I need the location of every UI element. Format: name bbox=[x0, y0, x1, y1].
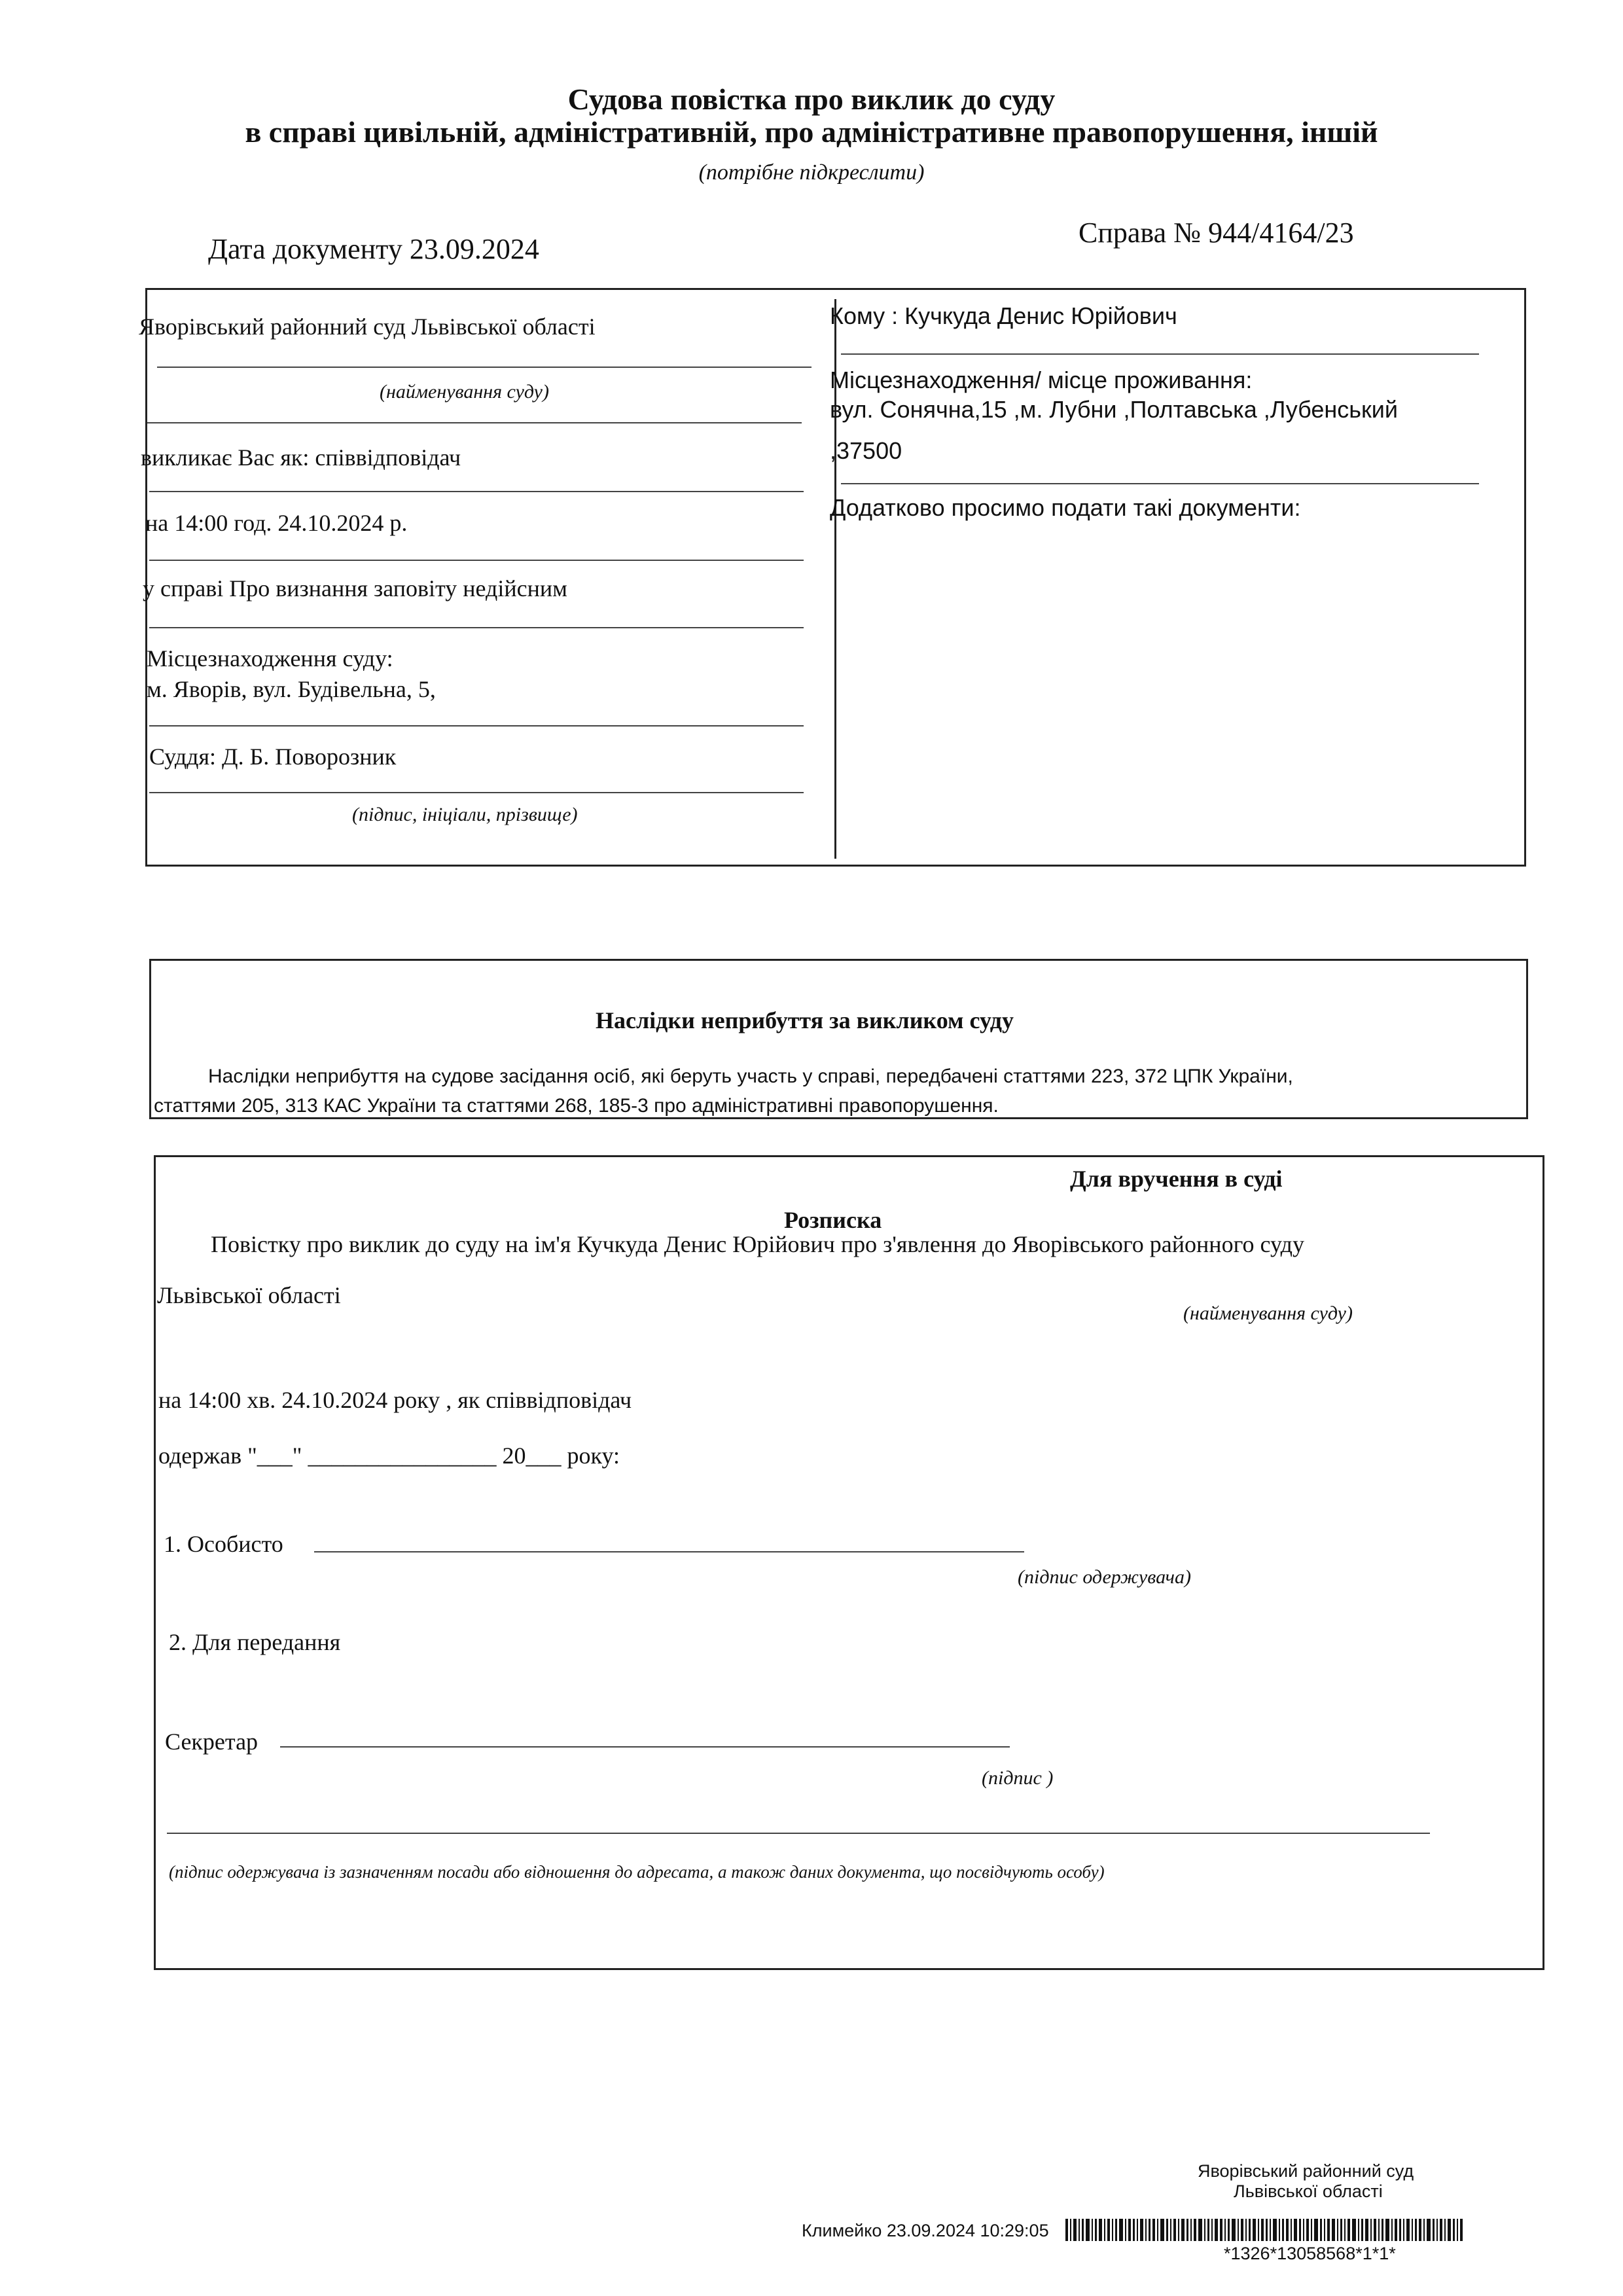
recipient-underline bbox=[841, 353, 1479, 355]
personally-signature-line bbox=[314, 1551, 1024, 1552]
case-subject-underline bbox=[149, 627, 804, 628]
consequences-title: Наслідки неприбуття за викликом суду bbox=[596, 1007, 1014, 1033]
bottom-signature-line bbox=[167, 1833, 1430, 1834]
judge: Суддя: Д. Б. Поворозник bbox=[149, 744, 397, 770]
judge-caption: (підпис, ініціали, прізвище) bbox=[352, 804, 578, 825]
called-as-underline bbox=[149, 491, 804, 492]
residence-underline bbox=[841, 483, 1479, 484]
judge-underline bbox=[149, 792, 804, 793]
secretary: Секретар bbox=[165, 1729, 259, 1755]
document-subtitle: в справі цивільній, адміністративній, про адміністративне правопорушення, іншій bbox=[245, 115, 1378, 149]
signature-caption: (підпис ) bbox=[982, 1767, 1054, 1789]
receipt-box bbox=[154, 1155, 1544, 1970]
residence-line1: вул. Сонячна,15 ,м. Лубни ,Полтавська ,Лубенський bbox=[830, 396, 1398, 423]
stamp-court-line2: Львівської області bbox=[1234, 2181, 1383, 2201]
court-name-underline bbox=[157, 367, 812, 368]
caption-underline bbox=[147, 422, 802, 423]
consequences-line1: Наслідки неприбуття на судове засідання осіб, які беруть участь у справі, передбачені статтями 223, 372 ЦПК України, bbox=[208, 1066, 1293, 1087]
court-name: Яворівський районний суд Львівської області bbox=[139, 314, 596, 340]
receipt-line1: Повістку про виклик до суду на ім'я Кучкуда Денис Юрійович про з'явлення до Яворівського районного суду bbox=[211, 1231, 1304, 1257]
court-location-label: Місцезнаходження суду: bbox=[147, 645, 393, 672]
recipient-signature-caption: (підпис одержувача) bbox=[1018, 1566, 1191, 1588]
for-court-delivery: Для вручення в суді bbox=[1070, 1166, 1283, 1192]
document-date: Дата документу 23.09.2024 bbox=[208, 233, 539, 265]
court-name-caption: (найменування суду) bbox=[380, 381, 549, 403]
barcode-code: *1326*13058568*1*1* bbox=[1224, 2244, 1396, 2263]
court-location-underline bbox=[149, 725, 804, 726]
residence-label: Місцезнаходження/ місце проживання: bbox=[830, 367, 1253, 393]
receipt-court-caption: (найменування суду) bbox=[1183, 1302, 1353, 1324]
called-as: викликає Вас як: співвідповідач bbox=[141, 444, 461, 471]
court-location: м. Яворів, вул. Будівельна, 5, bbox=[147, 676, 436, 702]
personally: 1. Особисто bbox=[164, 1531, 283, 1557]
for-transfer: 2. Для передання bbox=[169, 1629, 341, 1655]
case-number: Справа № 944/4164/23 bbox=[1079, 217, 1354, 249]
consequences-line2: статтями 205, 313 КАС України та статтями 268, 185-3 про адміністративні правопорушення. bbox=[154, 1095, 999, 1117]
operator-timestamp: Климейко 23.09.2024 10:29:05 bbox=[802, 2221, 1049, 2240]
underline-note: (потрібне підкреслити) bbox=[698, 160, 925, 185]
recipient: Кому : Кучкуда Денис Юрійович bbox=[830, 302, 1177, 329]
stamp-court-line1: Яворівський районний суд bbox=[1198, 2161, 1414, 2181]
receipt-time: на 14:00 хв. 24.10.2024 року , як співвідповідач bbox=[158, 1387, 632, 1413]
receipt-title: Розписка bbox=[784, 1207, 882, 1233]
barcode bbox=[1065, 2219, 1556, 2241]
extra-documents: Додатково просимо подати такі документи: bbox=[830, 494, 1301, 521]
secretary-signature-line bbox=[280, 1746, 1010, 1748]
receipt-line2: Львівської області bbox=[157, 1282, 341, 1308]
hearing-time: на 14:00 год. 24.10.2024 р. bbox=[145, 510, 408, 536]
bottom-caption: (підпис одержувача із зазначенням посади або відношення до адресата, а також даних документа, що посвідчують особу) bbox=[169, 1862, 1105, 1882]
residence-line2: ,37500 bbox=[830, 437, 902, 464]
received-date: одержав "___" ________________ 20___ року: bbox=[158, 1443, 620, 1469]
case-subject: у справі Про визнання заповіту недійсним bbox=[143, 575, 567, 601]
hearing-time-underline bbox=[149, 560, 804, 561]
document-title: Судова повістка про виклик до суду bbox=[567, 82, 1056, 116]
